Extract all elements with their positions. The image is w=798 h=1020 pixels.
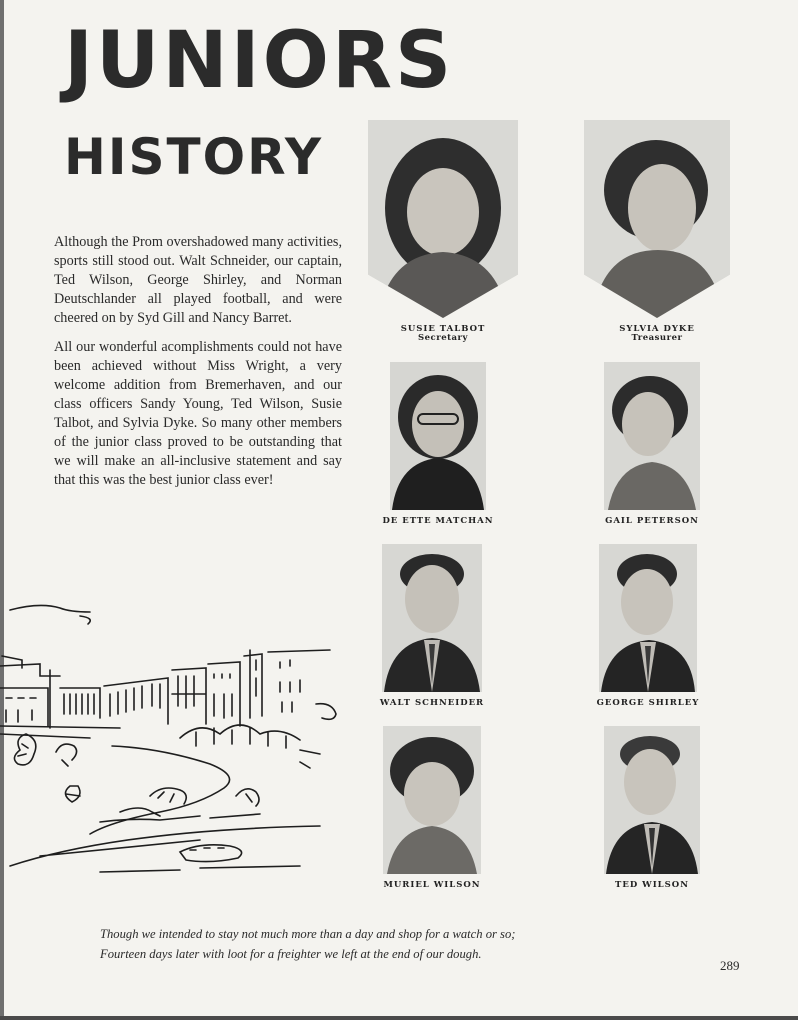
poem-caption [100,924,700,964]
portrait-name: SUSIE TALBOT [400,324,486,334]
caption-line: Fourteen days later with loot for a freighter we left at the end of our dough. [100,947,482,961]
page-bottom-edge [0,1016,798,1020]
portrait-muriel-wilson [372,726,492,890]
portrait-name: GAIL PETERSON [605,516,699,526]
portrait-name: TED WILSON [615,880,689,890]
history-paragraph: All our wonderful acomplishments could not have been achieved without Miss Wright, a very welcome addition from Bremerhaven, and our class officers Sandy Young, Ted Wilson, Susie Talbot, and Sylvia Dyke. So many other members of the junior class proved to be outstanding that we will make an all-inclusive statement and say that this was the best junior class ever! [54,339,342,488]
portrait-gail-peterson [592,362,712,526]
history-paragraph: Although the Prom overshadowed many activities, sports still stood out. Walt Schneider, our captain, Ted Wilson, George Shirley, and Norman Deutschlander all played football, and were cheered on by Syd Gill and Nancy Barret. [54,234,342,326]
portrait-name: DE ETTE MATCHAN [382,516,494,526]
portrait-role: Secretary [418,333,468,343]
portrait-susie-talbot [368,120,518,343]
portrait-photo [382,544,482,692]
portrait-george-shirley [588,544,708,708]
portrait-name: MURIEL WILSON [383,880,481,890]
portrait-de-ette-matchan [378,362,498,526]
harbor-sketch-illustration [0,598,345,888]
page-number: 289 [720,958,740,973]
portrait-photo [368,120,518,318]
history-text [54,233,342,500]
portrait-role: Treasurer [631,333,683,343]
portrait-photo [599,544,697,692]
portrait-walt-schneider [372,544,492,708]
portrait-photo [604,362,700,510]
page-title: JUNIORS [64,16,455,106]
portrait-photo [584,120,730,318]
portrait-photo [604,726,700,874]
portrait-name: GEORGE SHIRLEY [596,698,700,708]
portrait-name: WALT SCHNEIDER [379,698,485,708]
portrait-photo [383,726,481,874]
portrait-photo [390,362,486,510]
page-subtitle: HISTORY [64,128,324,186]
caption-line: Though we intended to stay not much more than a day and shop for a watch or so; [100,927,516,941]
portrait-sylvia-dyke [584,120,730,343]
portrait-ted-wilson [592,726,712,890]
portrait-name: SYLVIA DYKE [619,324,695,334]
